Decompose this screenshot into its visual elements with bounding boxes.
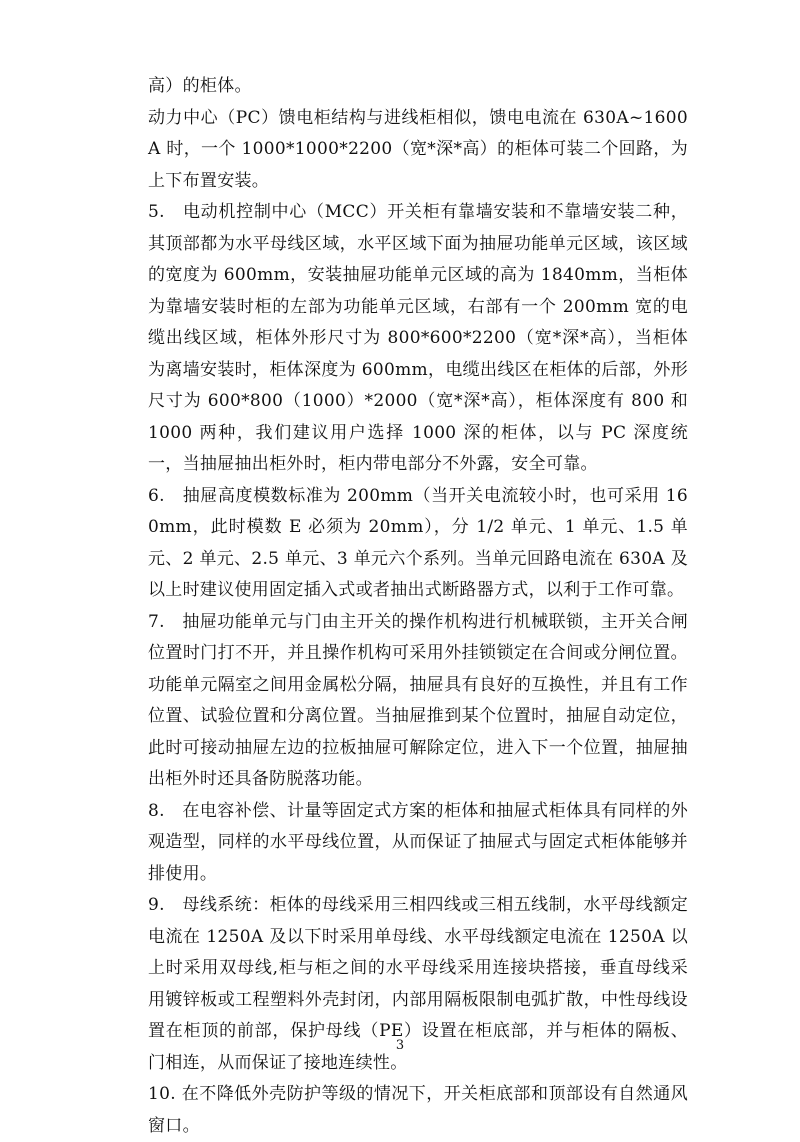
document-body xyxy=(148,71,688,1142)
paragraph-item-9: 9. 母线系统：柜体的母线采用三相四线或三相五线制，水平母线额定电流在 1250A 及以下时采用单母线、水平母线额定电流在 1250A 以上时采用双母线,柜与柜之间的水平母线采用连接块搭接，垂直母线采用镀锌板或工程塑料外壳封闭，内部用隔板限制电弧扩散，中性母线设置在柜顶的前部，保护母线（PE）设置在柜底部，并与柜体的隔板、门相连，从而保证了接地连续性。 xyxy=(148,895,688,1073)
paragraph-item-10: 10. 在不降低外壳防护等级的情况下，开关柜底部和顶部设有自然通风窗口。 xyxy=(148,1084,688,1136)
page-number: 3 xyxy=(395,1038,405,1053)
paragraph-item-8: 8. 在电容补偿、计量等固定式方案的柜体和抽屉式柜体具有同样的外观造型，同样的水平母线位置，从而保证了抽屉式与固定式柜体能够并排使用。 xyxy=(148,800,688,884)
paragraph-continuation: 高）的柜体。 xyxy=(148,76,252,96)
paragraph-item-6: 6. 抽屉高度模数标准为 200mm（当开关电流较小时，也可采用 160mm，此时模数 E 必须为 20mm），分 1/2 单元、1 单元、1.5 单元、2 单元、2.5 单元、3 单元六个系列。当单元回路电流在 630A 及以上时建议使用固定插入式或者抽出式断路器方式，以利于工作可靠。 xyxy=(148,485,688,600)
paragraph-item-5: 5. 电动机控制中心（MCC）开关柜有靠墙安装和不靠墙安装二种，其顶部都为水平母线区域，水平区域下面为抽屉功能单元区域，该区域的宽度为 600mm，安装抽屉功能单元区域的高为 1840mm，当柜体为靠墙安装时柜的左部为功能单元区域，右部有一个 200mm 宽的电缆出线区域，柜体外形尺寸为 800*600*2200（宽*深*高），当柜体为离墙安装时，柜体深度为 600mm，电缆出线区在柜体的后部，外形尺寸为 600*800（1000）*2000（宽*深*高），柜体深度有 800 和 1000 两种，我们建议用户选择 1000 深的柜体，以与 PC 深度统一，当抽屉抽出柜外时，柜内带电部分不外露，安全可靠。 xyxy=(148,202,688,474)
paragraph-item-7: 7. 抽屉功能单元与门由主开关的操作机构进行机械联锁，主开关合闸位置时门打不开，并且操作机构可采用外挂锁锁定在合间或分闸位置。功能单元隔室之间用金属松分隔，抽屉具有良好的互换性，并且有工作位置、试验位置和分离位置。当抽屉推到某个位置时，抽屉自动定位，此时可接动抽屉左边的拉板抽屉可解除定位，进入下一个位置，抽屉抽出柜外时还具备防脱落功能。 xyxy=(148,611,688,789)
paragraph-pc-feeder: 动力中心（PC）馈电柜结构与进线柜相似，馈电电流在 630A~1600A 时，一个 1000*1000*2200（宽*深*高）的柜体可装二个回路，为上下布置安装。 xyxy=(148,107,688,191)
